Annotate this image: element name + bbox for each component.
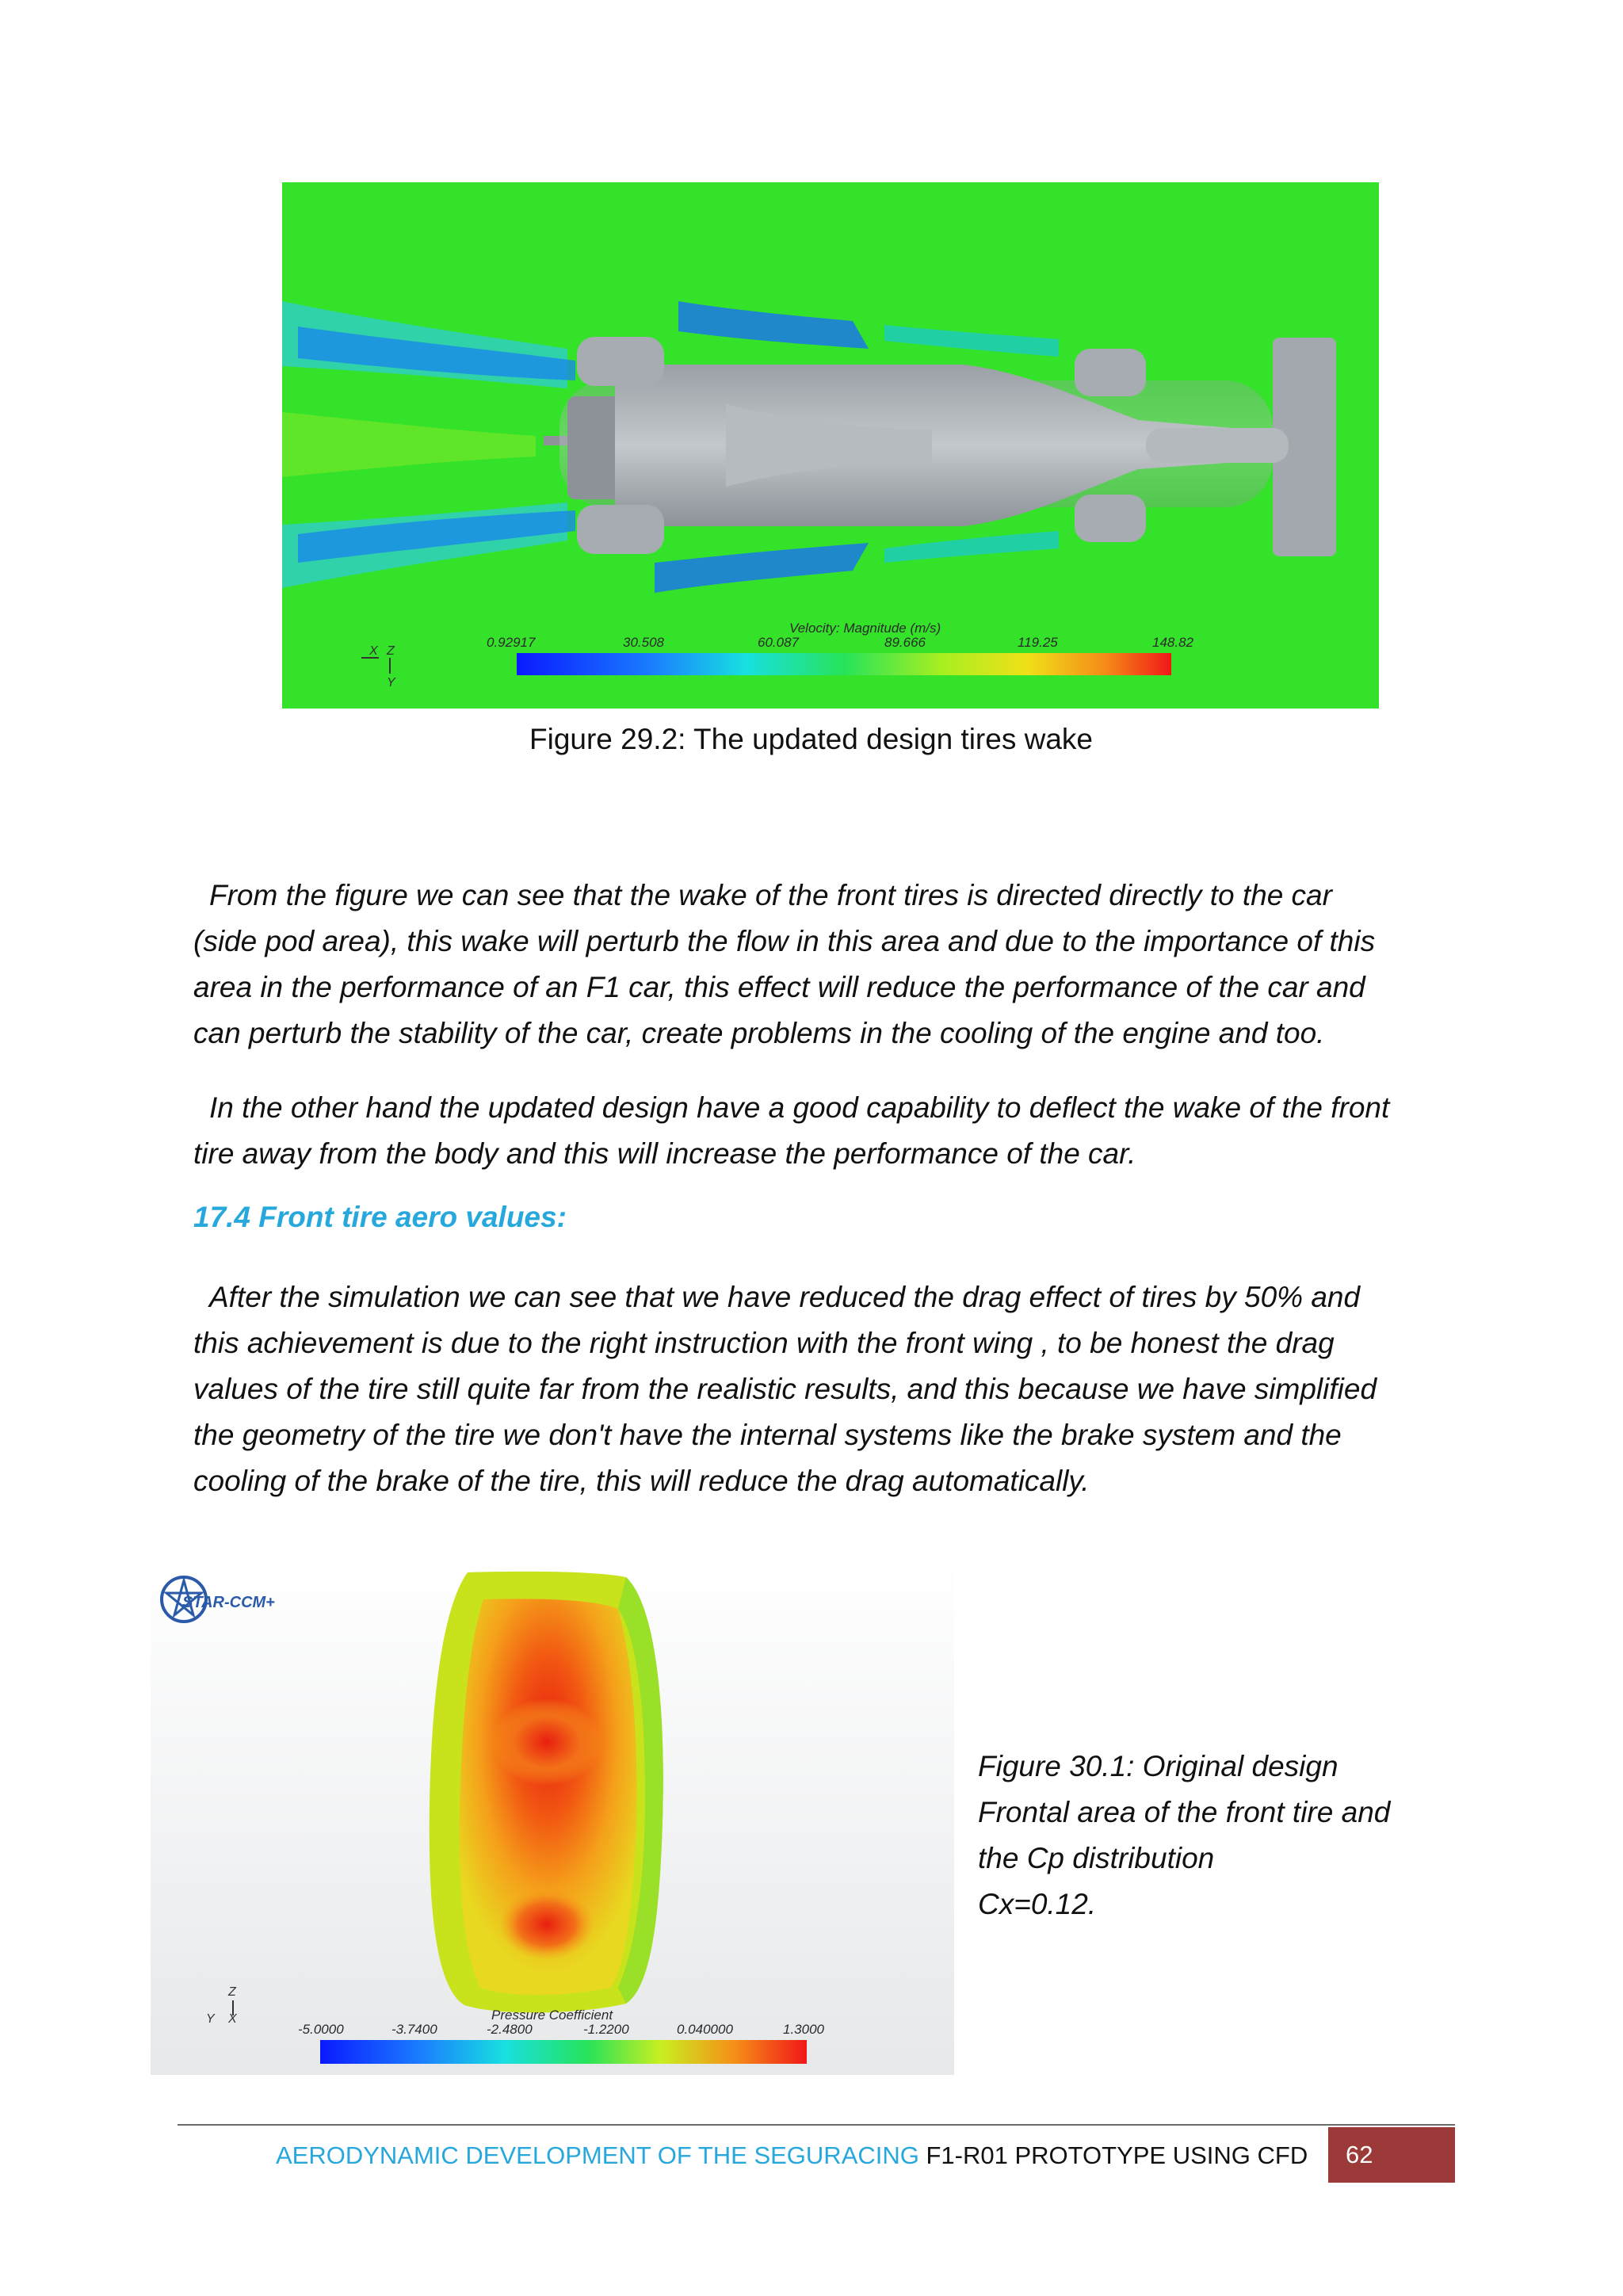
footer-title-dark: F1-R01 PROTOTYPE USING CFD <box>926 2141 1308 2169</box>
paragraph-wake <box>193 873 1445 1056</box>
text-line: cooling of the brake of the tire, this will reduce the drag automatically. <box>193 1465 1090 1497</box>
axis-label-x: X <box>228 2012 237 2026</box>
logo-text: STAR-CCM+ <box>182 1594 275 1611</box>
axis-label-z: Z <box>387 644 395 658</box>
velocity-tick: 60.087 <box>758 635 799 650</box>
text-line: In the other hand the updated design have a good capability to deflect the wake of the front <box>209 1091 1390 1124</box>
velocity-tick: 0.92917 <box>487 635 536 650</box>
caption-line: Cx=0.12. <box>978 1888 1097 1920</box>
axis-label-y: Y <box>387 676 395 690</box>
text-line: tire away from the body and this will increase the performance of the car. <box>193 1137 1136 1170</box>
velocity-tick: 148.82 <box>1152 635 1193 650</box>
cp-tick: -3.7400 <box>391 2022 437 2037</box>
cp-tick: 0.040000 <box>677 2022 733 2037</box>
cp-tick: -2.4800 <box>487 2022 533 2037</box>
paragraph-drag <box>193 1274 1445 1504</box>
axis-label-y: Y <box>206 2012 215 2026</box>
velocity-wake-figure <box>282 182 1379 709</box>
velocity-tick: 30.508 <box>623 635 664 650</box>
axis-label-x: X <box>369 644 378 658</box>
text-line: After the simulation we can see that we have reduced the drag effect of tires by 50% and <box>209 1281 1361 1313</box>
velocity-legend-title: Velocity: Magnitude (m/s) <box>789 621 941 636</box>
cp-tick: -5.0000 <box>298 2022 344 2037</box>
footer-title-blue: AERODYNAMIC DEVELOPMENT OF THE SEGURACING <box>276 2141 926 2169</box>
velocity-tick: 89.666 <box>884 635 926 650</box>
velocity-tick: 119.25 <box>1018 635 1058 650</box>
figure1-caption: Figure 29.2: The updated design tires wake <box>529 723 1093 755</box>
text-line: values of the tire still quite far from the realistic results, and this because we have simplified <box>193 1373 1377 1405</box>
cp-tick: -1.2200 <box>583 2022 629 2037</box>
caption-line: Frontal area of the front tire and <box>978 1796 1391 1828</box>
paragraph-deflect <box>193 1085 1445 1177</box>
text-line: this achievement is due to the right instruction with the front wing , to be honest the drag <box>193 1327 1335 1359</box>
velocity-colorbar <box>517 653 1171 675</box>
tire-cp-surface <box>430 1572 663 2013</box>
footer-rule <box>178 2124 1455 2126</box>
text-line: can perturb the stability of the car, create problems in the cooling of the engine and too. <box>193 1017 1325 1049</box>
page-number: 62 <box>1328 2127 1455 2183</box>
tire-cp-figure <box>151 1560 954 2075</box>
text-line: From the figure we can see that the wake of the front tires is directed directly to the car <box>209 879 1332 911</box>
caption-line: Figure 30.1: Original design <box>978 1750 1338 1782</box>
text-line: area in the performance of an F1 car, this effect will reduce the performance of the car and <box>193 971 1365 1003</box>
axis-label-z: Z <box>228 1985 236 1999</box>
cp-tick: 1.3000 <box>783 2022 824 2037</box>
section-heading: 17.4 Front tire aero values: <box>193 1201 567 1233</box>
cp-legend-title: Pressure Coefficient <box>491 2008 613 2023</box>
text-line: (side pod area), this wake will perturb the flow in this area and due to the importance of this <box>193 925 1376 957</box>
text-line: the geometry of the tire we don't have the internal systems like the brake system and the <box>193 1419 1342 1451</box>
figure2-caption <box>978 1744 1453 1927</box>
footer-title <box>276 2134 1308 2178</box>
cp-colorbar <box>320 2040 807 2064</box>
caption-line: the Cp distribution <box>978 1842 1215 1874</box>
